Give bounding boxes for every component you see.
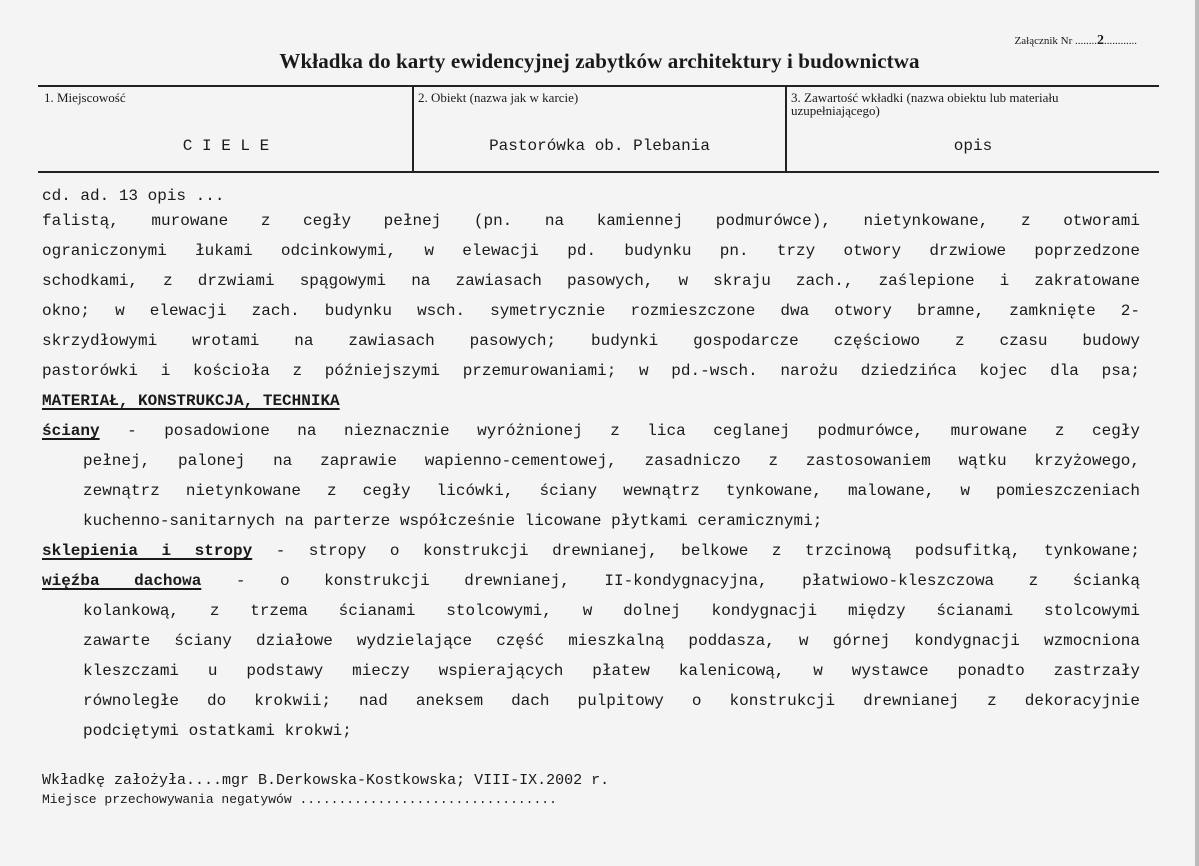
body-line: ograniczonymi łukami odcinkowymi, w elewacji pd. budynku pn. trzy otwory drzwiowe poprzedzone — [42, 242, 1140, 260]
body-line: skrzydłowymi wrotami na zawiasach pasowych; budynki gospodarcze częściowo z czasu budowy — [42, 332, 1140, 350]
object-value: Pastorówka ob. Plebania — [489, 137, 710, 155]
annex-number-value: 2 — [1097, 33, 1104, 48]
content-value: opis — [953, 137, 993, 155]
roof-truss-line — [42, 566, 1140, 596]
body-line: zewnątrz nietynkowane z cegły licówki, ściany wewnątrz tynkowane, malowane, w pomieszczeniach — [83, 482, 1140, 500]
body-line: kleszczami u podstawy mieczy wspierających płatew kalenicową, w wystawce ponadto zastrzały — [83, 662, 1140, 680]
object-label: 2. Obiekt (nazwa jak w karcie) — [418, 90, 579, 105]
negatives-location-line: Miejsce przechowywania negatywów ................................. — [42, 792, 557, 807]
body-line: podciętymi ostatkami krokwi; — [83, 722, 352, 740]
body-line: równoległe do krokwii; nad aneksem dach pulpitowy o konstrukcji drewnianej z dekoracyjnie — [83, 692, 1140, 710]
annex-label: Załącznik Nr — [1014, 35, 1073, 47]
vaults-text: - stropy o konstrukcji drewnianej, belkowe z trzcinową podsufitką, tynkowane; — [252, 542, 1140, 560]
body-line: pastorówki i kościoła z późniejszymi przemurowaniami; w pd.-wsch. narożu dziedzińca kojec dla psa; — [42, 362, 1140, 380]
annex-dots-before: ........ — [1075, 35, 1097, 47]
continuation-note: cd. ad. 13 opis ... — [42, 187, 225, 205]
locality-label: 1. Miejscowość — [44, 90, 126, 105]
document-body — [42, 188, 1140, 746]
header-top-rule — [38, 85, 1159, 87]
walls-heading: ściany — [42, 422, 100, 440]
author-line: Wkładkę założyła....mgr B.Derkowska-Kostkowska; VIII-IX.2002 r. — [42, 772, 610, 789]
locality-value: C I E L E — [182, 137, 270, 155]
walls-line — [42, 416, 1140, 446]
annex-dots-after: ............ — [1104, 35, 1137, 47]
body-line: falistą, murowane z cegły pełnej (pn. na kamiennej podmurówce), nietynkowane, z otworami — [42, 212, 1140, 230]
body-line: schodkami, z drzwiami spągowymi na zawiasach pasowych, w skraju zach., zaślepione i zakratowane — [42, 272, 1140, 290]
body-line: pełnej, palonej na zaprawie wapienno-cementowej, zasadniczo z zastosowaniem wątku krzyżowego, — [83, 452, 1140, 470]
header-divider-1 — [412, 87, 414, 171]
document-title: Wkładka do karty ewidencyjnej zabytków architektury i budownictwa — [279, 49, 920, 73]
roof-truss-heading: więźba dachowa — [42, 572, 202, 590]
vaults-heading: sklepienia i stropy — [42, 542, 253, 560]
walls-text: - posadowione na nieznacznie wyróżnionej z lica ceglanej podmurówce, murowane z cegły — [99, 422, 1140, 440]
content-label: 3. Zawartość wkładki (nazwa obiektu lub materiału uzupełniającego) — [791, 90, 1059, 118]
annex-number — [1015, 33, 1137, 49]
page-edge — [1195, 0, 1199, 866]
body-line: kuchenno-sanitarnych na parterze współcześnie licowane płytkami ceramicznymi; — [83, 512, 823, 530]
vaults-line — [42, 536, 1140, 566]
header-bottom-rule — [38, 171, 1159, 173]
header-divider-2 — [785, 87, 787, 171]
body-line: okno; w elewacji zach. budynku wsch. symetrycznie rozmieszczone dwa otwory bramne, zamknięte 2- — [42, 302, 1140, 320]
body-line: zawarte ściany działowe wydzielające część mieszkalną poddasza, w górnej kondygnacji wzmocniona — [83, 632, 1140, 650]
roof-truss-text: - o konstrukcji drewnianej, II-kondygnacyjna, płatwiowo-kleszczowa z ścianką — [201, 572, 1140, 590]
body-line: kolankową, z trzema ścianami stolcowymi, w dolnej kondygnacji między ścianami stolcowymi — [83, 602, 1140, 620]
section-heading-text: MATERIAŁ, KONSTRUKCJA, TECHNIKA — [42, 392, 340, 410]
section-heading — [42, 386, 1140, 416]
